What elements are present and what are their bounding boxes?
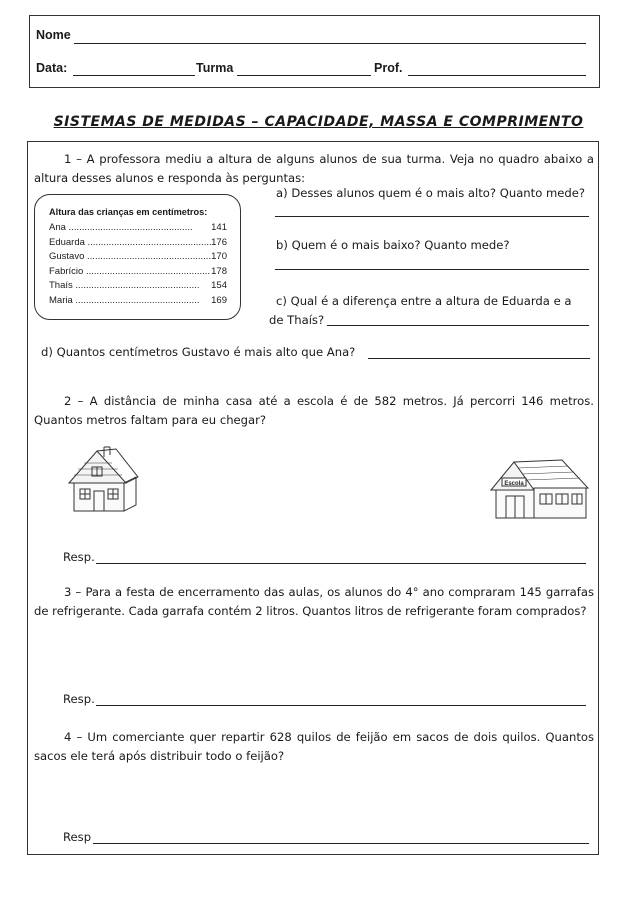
answer-1a-line[interactable] [275,216,589,217]
question-1-text: 1 – A professora mediu a altura de alguns alunos de sua turma. Veja no quadro abaixo a altura desses alunos e responda às perguntas: [34,152,594,185]
school-sign: Escola [504,481,524,487]
resp-2-label: Resp. [63,550,95,564]
question-1b: b) Quem é o mais baixo? Quanto mede? [276,238,510,252]
header-box [29,15,600,88]
question-3-text: 3 – Para a festa de encerramento das aulas, os alunos do 4° ano compraram 145 garrafas de refrigerante. Cada garrafa contém 2 litros. Quantos litros de refrigerante foram comprados? [34,585,594,618]
student-height: 154 [211,280,227,292]
heights-table [34,194,241,320]
teacher-label: Prof. [374,61,403,75]
question-4-text: 4 – Um comerciante quer repartir 628 quilos de feijão em sacos de dois quilos. Quantos sacos ele terá após distribuir todo o feijão? [34,730,594,763]
student-height: 170 [211,251,227,263]
answer-3-line[interactable] [96,705,586,706]
date-label: Data: [36,61,68,75]
question-1a: a) Desses alunos quem é o mais alto? Quanto mede? [276,186,586,200]
resp-4-label: Resp [63,830,92,844]
question-1c: c) Qual é a diferença entre a altura de Eduarda e a [276,294,572,308]
class-field[interactable] [237,75,371,76]
student-name: Maria [49,294,73,306]
student-name: Ana [49,222,66,233]
table-row: Eduarda ............................................... 176 [49,237,227,252]
answer-1c-line[interactable] [327,325,589,326]
resp-3-label: Resp. [63,692,95,706]
student-height: 141 [211,222,227,233]
table-row: Gustavo ............................................... 170 [49,251,227,266]
answer-4-line[interactable] [93,843,589,844]
student-height: 169 [211,294,227,306]
heights-list [49,222,227,310]
student-name: Fabrício [49,265,84,277]
student-name: Thaís [49,280,73,292]
answer-2-line[interactable] [96,563,586,564]
house-icon [64,445,142,515]
question-1d: d) Quantos centímetros Gustavo é mais alto que Ana? [41,345,356,359]
answer-1d-line[interactable] [368,358,590,359]
student-height: 178 [211,265,227,277]
question-1c-cont: de Thaís? [269,313,325,327]
student-height: 176 [211,236,227,248]
table-row: Thaís ............................................... 154 [49,280,227,295]
answer-1b-line[interactable] [275,269,589,270]
table-row: Maria ............................................... 169 [49,295,227,310]
table-row: Ana ............................................... 141 [49,222,227,237]
student-name: Eduarda [49,236,85,248]
name-label: Nome [36,28,71,42]
class-label: Turma [196,61,234,75]
question-2-text: 2 – A distância de minha casa até a escola é de 582 metros. Já percorri 146 metros. Quantos metros faltam para eu chegar? [34,394,594,427]
name-field[interactable] [74,43,586,44]
heights-table-title: Altura das crianças em centímetros: [49,207,208,217]
table-row: Fabrício ............................................... 178 [49,266,227,281]
school-building-icon [488,458,593,522]
student-name: Gustavo [49,251,85,263]
teacher-field[interactable] [408,75,586,76]
date-field[interactable] [73,75,195,76]
page-title: SISTEMAS DE MEDIDAS – CAPACIDADE, MASSA E COMPRIMENTO [53,114,584,130]
